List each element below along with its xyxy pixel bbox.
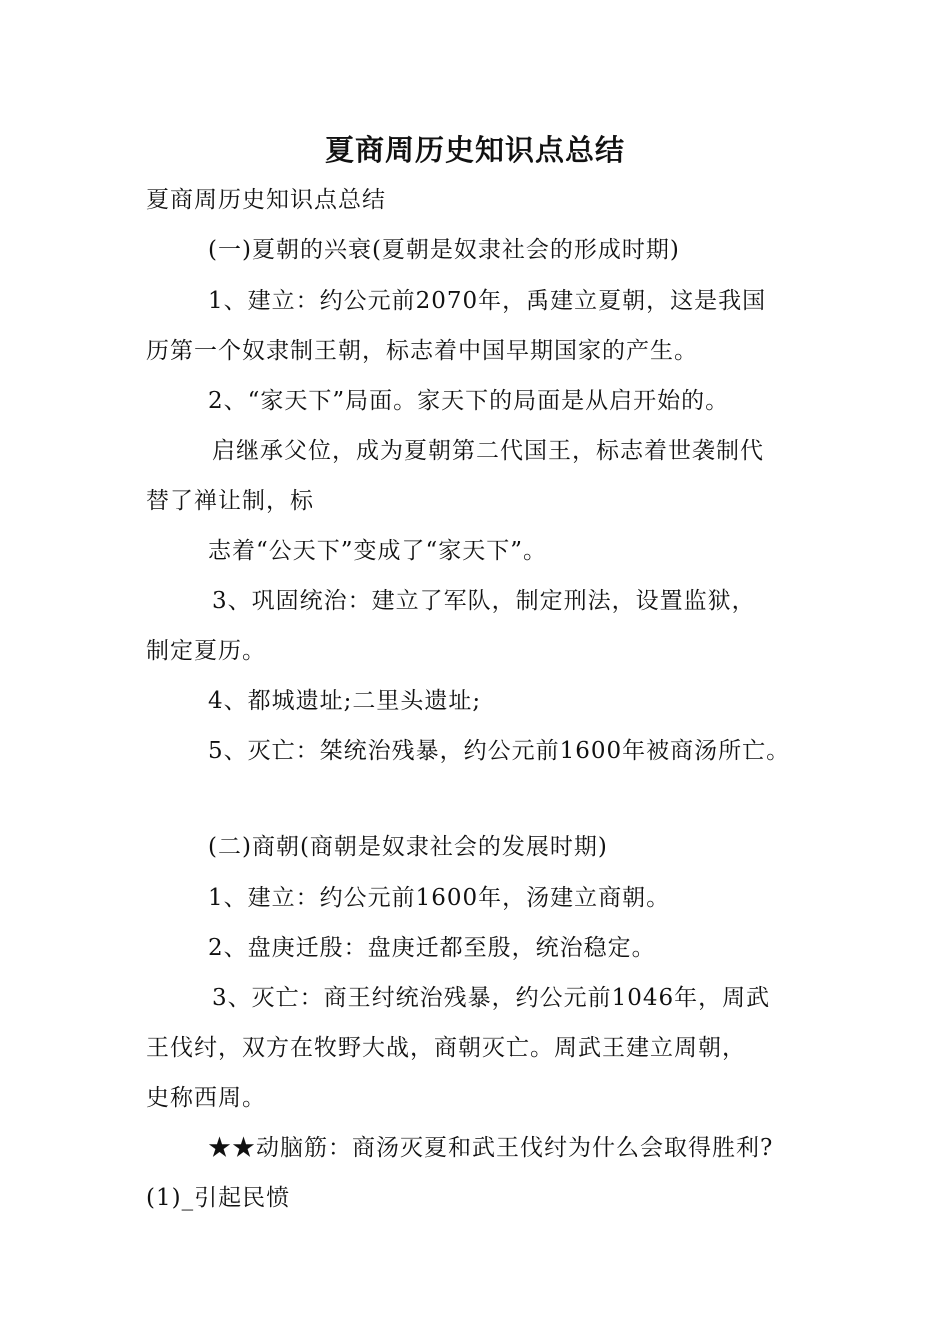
paragraph-line: 2、盘庚迁殷：盘庚迁都至殷，统治稳定。: [208, 935, 656, 961]
paragraph-line: 1、建立：约公元前1600年，汤建立商朝。: [208, 885, 671, 911]
paragraph-line: 王伐纣，双方在牧野大战，商朝灭亡。周武王建立周朝，: [146, 1035, 746, 1061]
paragraph-line: 史称西周。: [146, 1085, 266, 1111]
think-answer-1: (1)_引起民愤: [146, 1185, 291, 1211]
paragraph-line: 志着“公天下”变成了“家天下”。: [208, 538, 548, 564]
think-question: ★★动脑筋：商汤灭夏和武王伐纣为什么会取得胜利?: [208, 1135, 774, 1161]
paragraph-line: 5、灭亡：桀统治残暴，约公元前1600年被商汤所亡。: [208, 738, 791, 764]
paragraph-line: 历第一个奴隶制王朝，标志着中国早期国家的产生。: [146, 338, 698, 364]
paragraph-line: 3、巩固统治：建立了军队，制定刑法，设置监狱，: [212, 588, 756, 614]
paragraph-line: 制定夏历。: [146, 638, 266, 664]
paragraph-line: 3、灭亡：商王纣统治残暴，约公元前1046年，周武: [212, 985, 771, 1011]
paragraph-line: 替了禅让制，标: [146, 488, 314, 514]
paragraph-line: 4、都城遗址;二里头遗址;: [208, 688, 482, 714]
section-heading-shang: (二)商朝(商朝是奴隶社会的发展时期): [208, 834, 608, 860]
document-subtitle: 夏商周历史知识点总结: [146, 187, 386, 213]
paragraph-line: 2、“家天下”局面。家天下的局面是从启开始的。: [208, 388, 730, 414]
document-title: 夏商周历史知识点总结: [324, 133, 625, 167]
paragraph-line: 1、建立：约公元前2070年，禹建立夏朝，这是我国: [208, 288, 767, 314]
section-heading-xia: (一)夏朝的兴衰(夏朝是奴隶社会的形成时期): [208, 237, 680, 263]
paragraph-line: 启继承父位，成为夏朝第二代国王，标志着世袭制代: [212, 438, 764, 464]
